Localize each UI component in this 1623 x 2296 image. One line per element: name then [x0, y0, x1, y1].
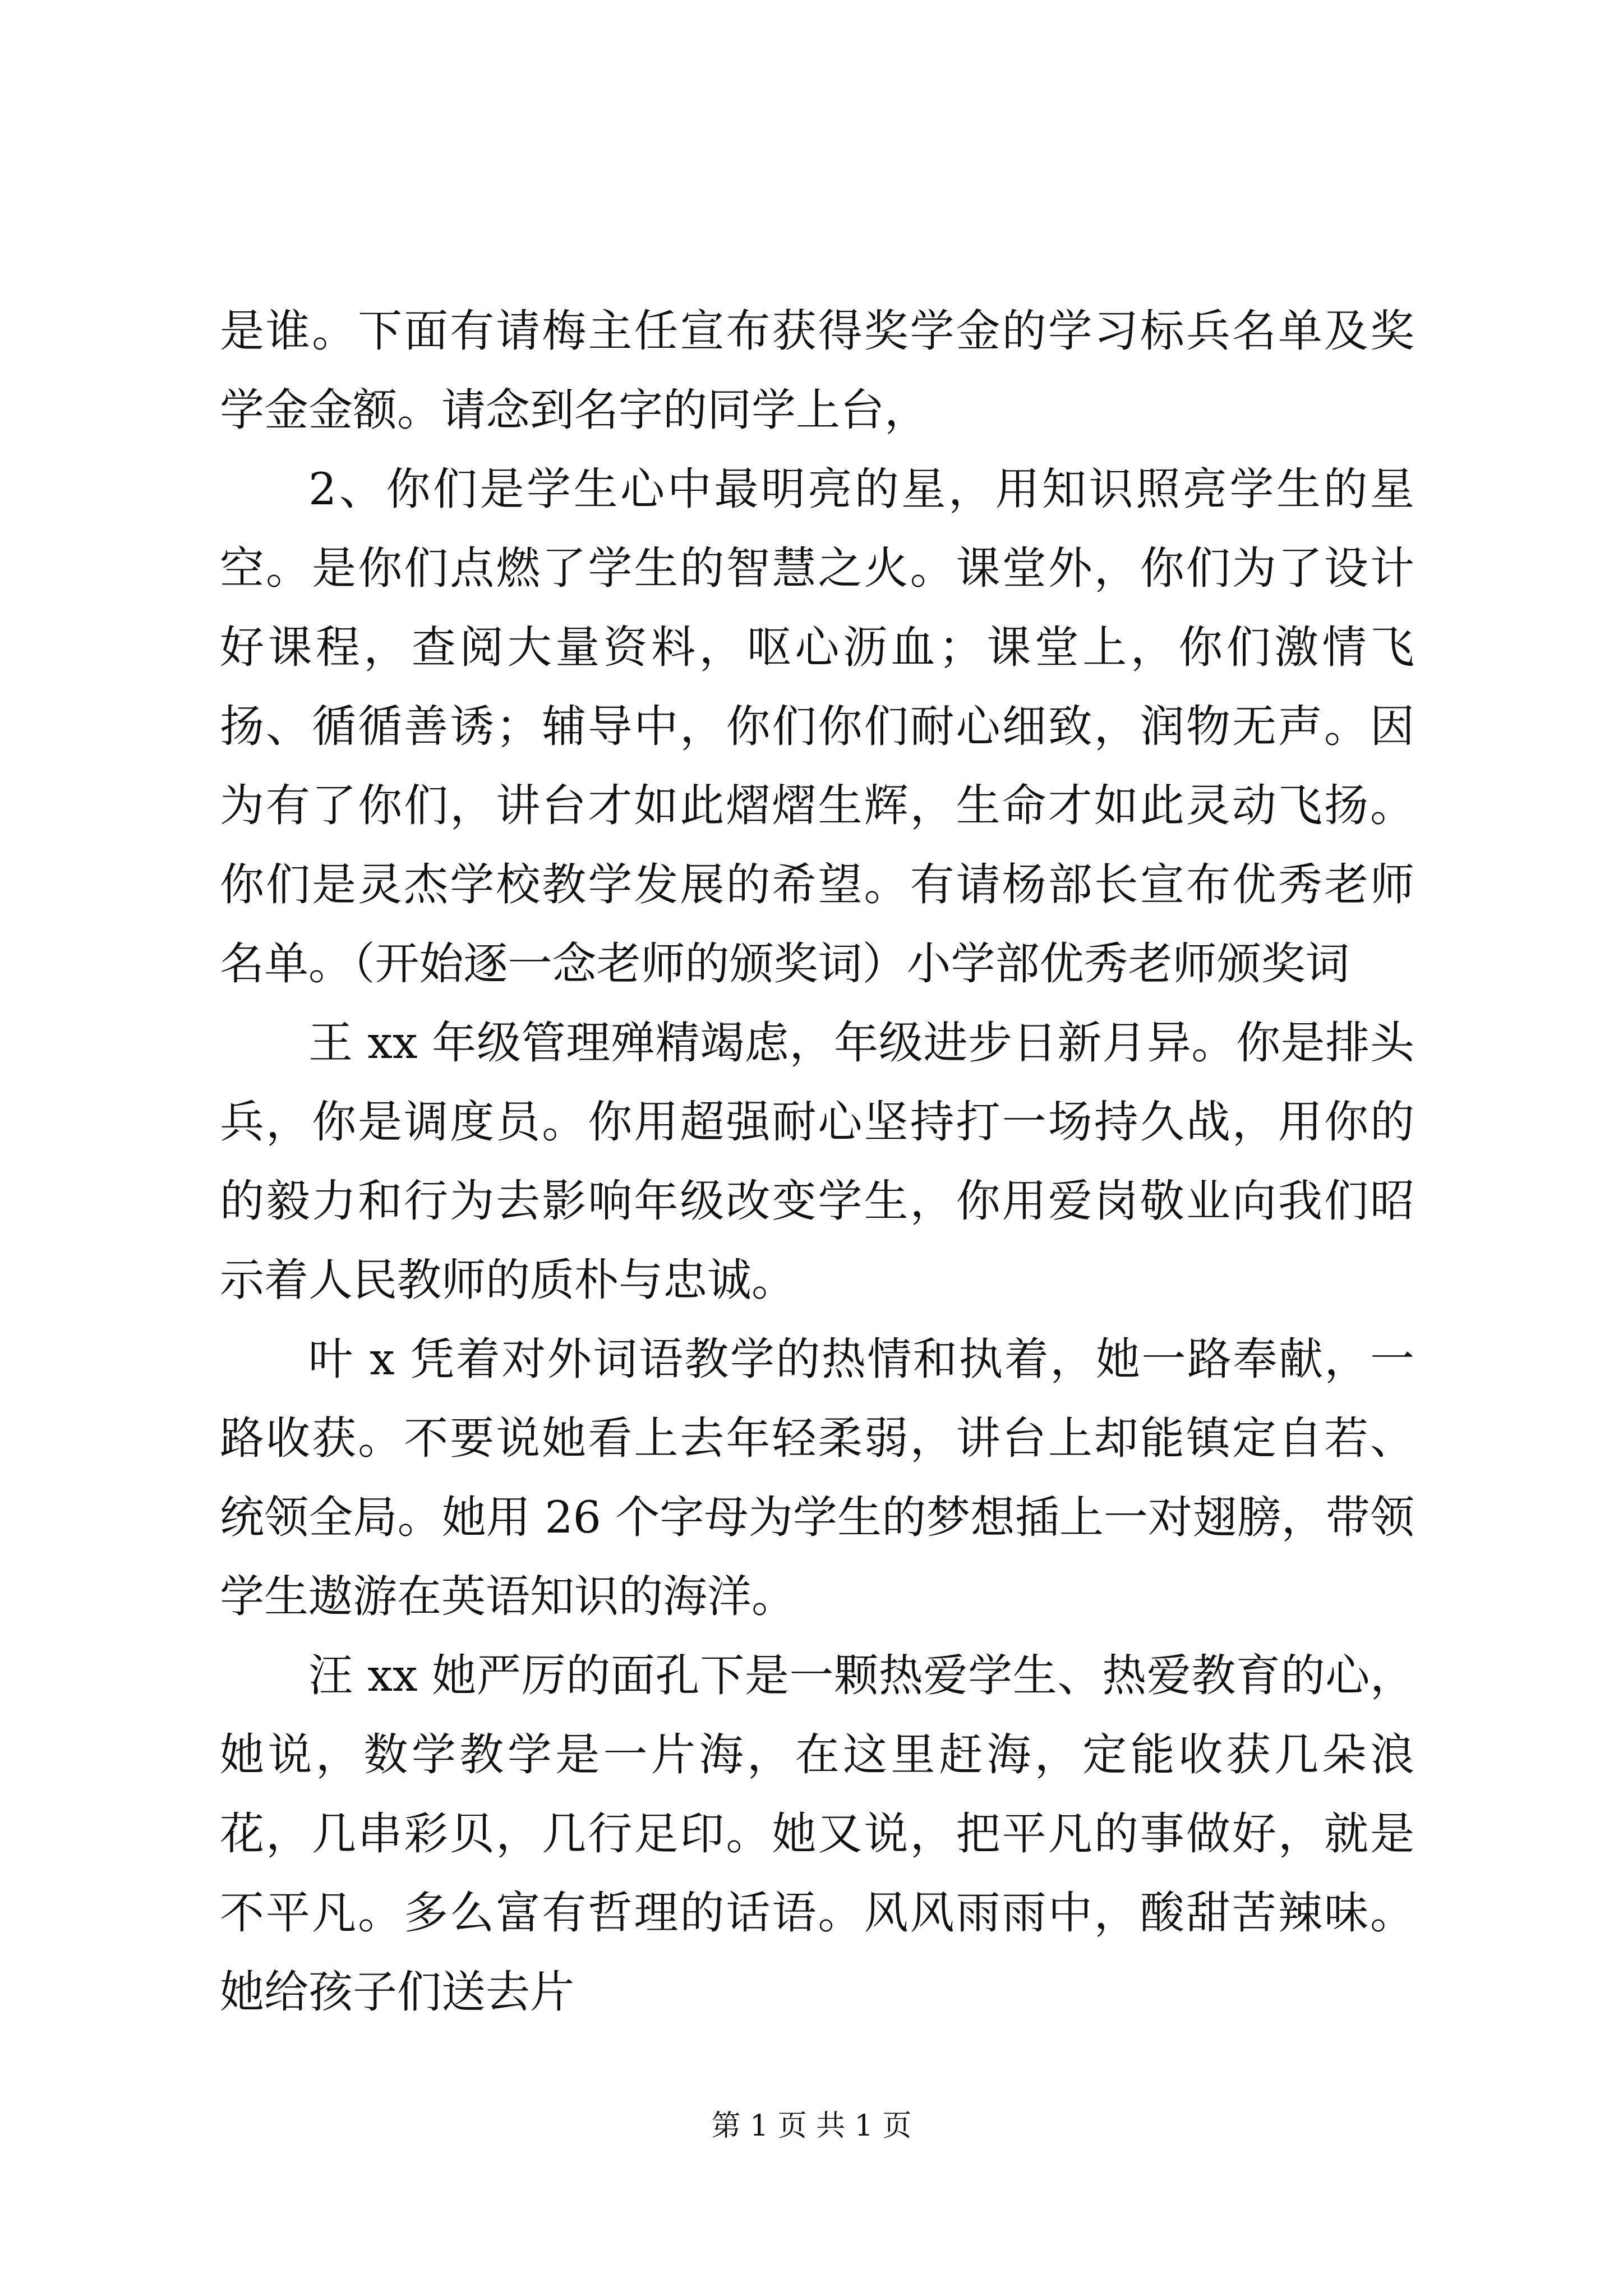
document-body: [220, 292, 1414, 2032]
paragraph-4: 叶 x 凭着对外词语教学的热情和执着，她一路奉献，一路收获。不要说她看上去年轻柔弱，讲台上却能镇定自若、统领全局。她用 26 个字母为学生的梦想插上一对翅膀，带领学生遨游在英语知识的海洋。: [220, 1333, 1414, 1622]
paragraph-3: 王 xx 年级管理殚精竭虑，年级进步日新月异。你是排头兵，你是调度员。你用超强耐心坚持打一场持久战，用你的的毅力和行为去影响年级改变学生，你用爱岗敬业向我们昭示着人民教师的质朴与忠诚。: [220, 1017, 1414, 1306]
paragraph-5: 汪 xx 她严厉的面孔下是一颗热爱学生、热爱教育的心，她说，数学教学是一片海，在这里赶海，定能收获几朵浪花，几串彩贝，几行足印。她又说，把平凡的事做好，就是不平凡。多么富有哲理的话语。风风雨雨中，酸甜苦辣味。她给孩子们送去片: [220, 1650, 1414, 2018]
paragraph-1: 是谁。下面有请梅主任宣布获得奖学金的学习标兵名单及奖学金金额。请念到名字的同学上台，: [220, 305, 1414, 436]
page-number-label: 第 1 页 共 1 页: [711, 2109, 912, 2143]
page-footer: [0, 2106, 1623, 2146]
paragraph-2: 2、你们是学生心中最明亮的星，用知识照亮学生的星空。是你们点燃了学生的智慧之火。课堂外，你们为了设计好课程，查阅大量资料，呕心沥血；课堂上，你们激情飞扬、循循善诱；辅导中，你们你们耐心细致，润物无声。因为有了你们，讲台才如此熠熠生辉，生命才如此灵动飞扬。你们是灵杰学校教学发展的希望。有请杨部长宣布优秀老师名单。（开始逐一念老师的颁奖词）小学部优秀老师颁奖词: [220, 463, 1414, 990]
